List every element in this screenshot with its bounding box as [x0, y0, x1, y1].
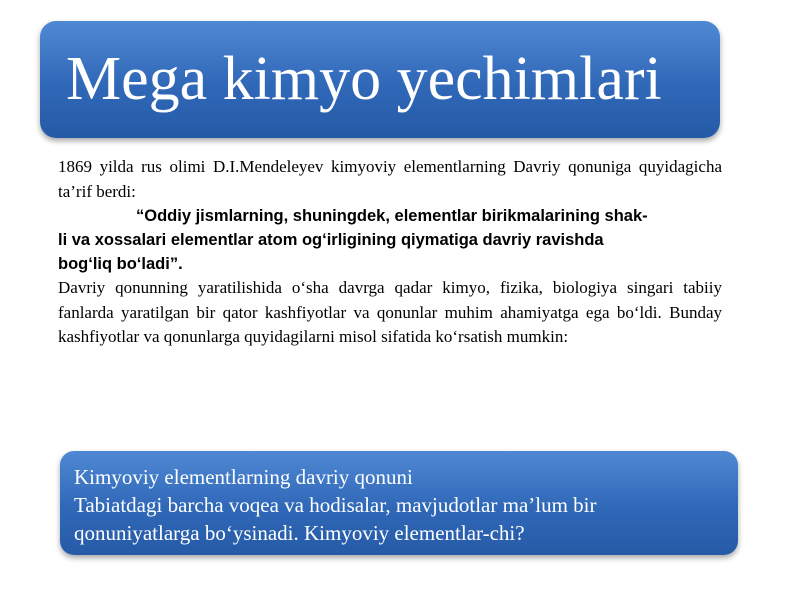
- quote-line-3: bog‘liq bo‘ladi”.: [58, 255, 183, 273]
- page-title: Mega kimyo yechimlari: [66, 45, 662, 113]
- summary-box: [60, 451, 738, 555]
- quote-line-2: li va xossalari elementlar atom og‘irligining qiymatiga davriy ravishda: [58, 231, 604, 249]
- definition-quote: [58, 204, 722, 276]
- summary-line-3: qonuniyatlarga bo‘ysinadi. Kimyoviy elementlar-chi?: [74, 521, 525, 545]
- summary-heading: Kimyoviy elementlarning davriy qonuni: [74, 465, 413, 489]
- body-text: [58, 155, 722, 350]
- summary-line-2: Tabiatdagi barcha voqea va hodisalar, mavjudotlar ma’lum bir: [74, 493, 597, 517]
- intro-paragraph: 1869 yilda rus olimi D.I.Mendeleyev kimyoviy elementlarning Davriy qonuniga quyidagicha ta’rif berdi:: [58, 157, 722, 201]
- title-banner: [40, 21, 720, 138]
- quote-line-1: “Oddiy jismlarning, shuningdek, elementlar birikmalarining shak-: [136, 207, 648, 225]
- main-paragraph: Davriy qonunning yaratilishida o‘sha davrga qadar kimyo, fizika, biologiya singari tabiiy fanlarda yaratilgan bir qator kashfiyotlar va qonunlar muhim ahamiyatga ega bo‘ldi. Bunday kashfiyotlar va qonunlarga quyidagilarni misol sifatida ko‘rsatish mumkin:: [58, 278, 722, 346]
